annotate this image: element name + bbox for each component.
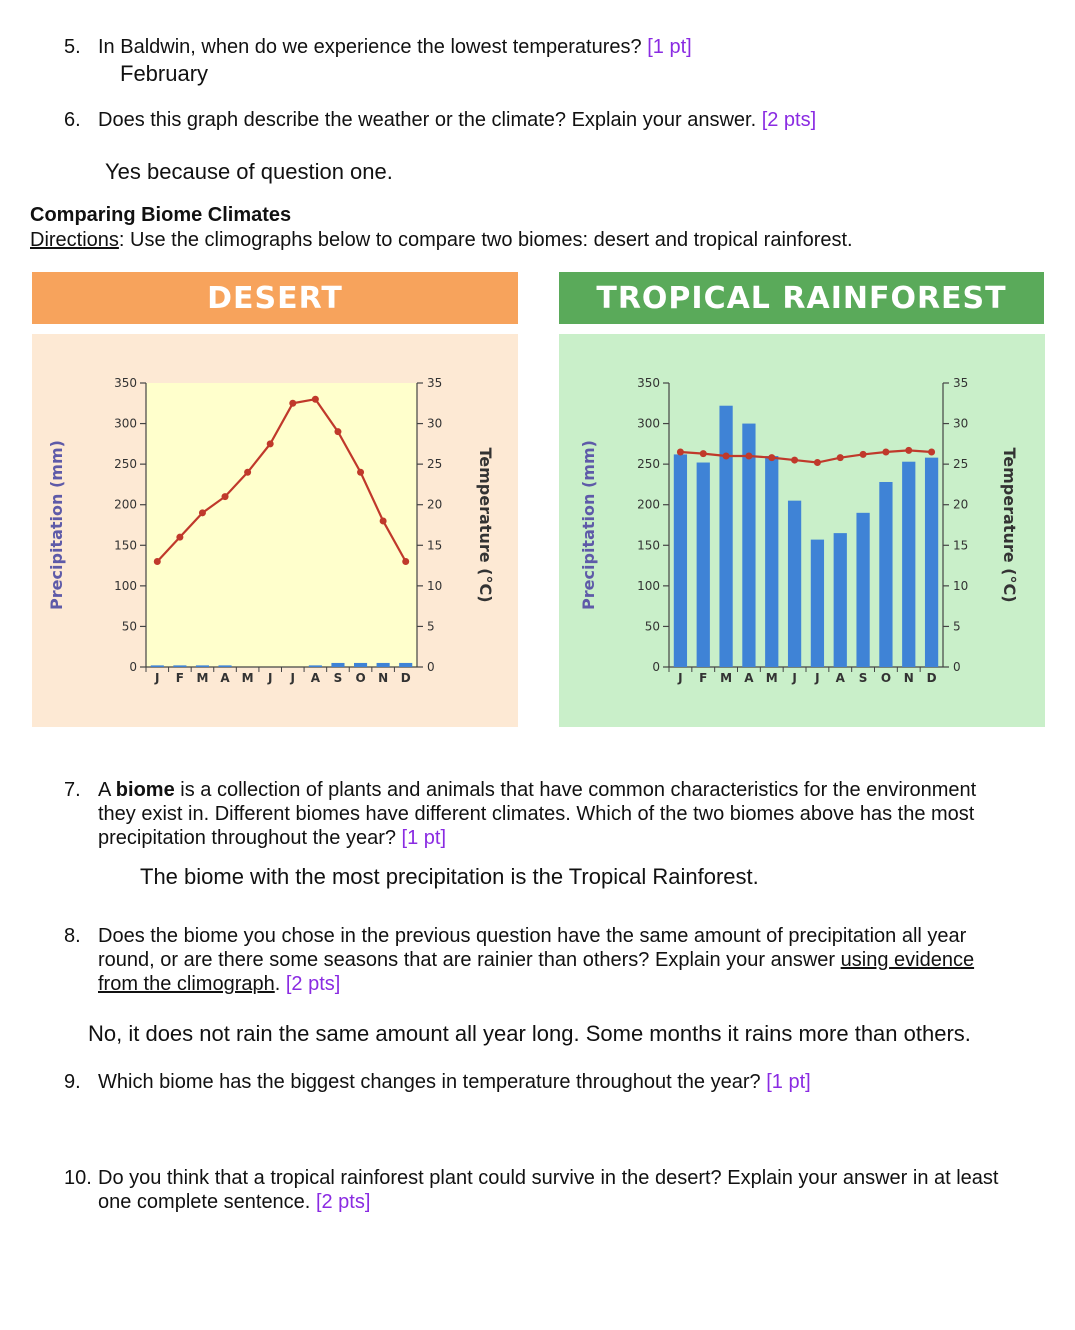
- y2-tick-label: 20: [427, 497, 443, 512]
- precip-bar: [765, 456, 778, 667]
- month-label: A: [310, 671, 321, 685]
- month-label: M: [720, 671, 733, 685]
- temperature-point: [677, 448, 684, 455]
- temperature-point: [380, 517, 387, 524]
- month-label: N: [378, 671, 389, 685]
- y-tick-label: 250: [114, 457, 137, 472]
- month-label: J: [678, 671, 683, 685]
- temperature-point: [402, 558, 409, 565]
- temperature-point: [176, 534, 183, 541]
- y-tick-label: 250: [637, 457, 660, 472]
- temperature-point: [905, 447, 912, 454]
- y2-tick-label: 0: [427, 660, 435, 674]
- month-label: J: [155, 671, 160, 685]
- y2-tick-label: 5: [427, 619, 435, 634]
- y-tick-label: 150: [114, 538, 137, 553]
- points-label: [1 pt]: [766, 1071, 811, 1093]
- precip-bar: [377, 663, 390, 667]
- precip-bar: [879, 482, 892, 667]
- y-tick-label: 350: [114, 376, 137, 390]
- question-number: 10.: [64, 1167, 92, 1189]
- month-label: A: [220, 671, 230, 685]
- y-tick-label: 50: [644, 619, 660, 634]
- month-label: S: [858, 671, 868, 685]
- desert-banner: DESERT: [32, 272, 518, 324]
- question-7: [64, 778, 1064, 850]
- precip-bar: [331, 663, 344, 667]
- y-tick-label: 150: [637, 538, 660, 553]
- directions: Directions: Use the climographs below to compare two biomes: desert and tropical rainforest.: [30, 229, 853, 251]
- answer-7: The biome with the most precipitation is the Tropical Rainforest.: [140, 864, 759, 889]
- precip-bar: [218, 665, 231, 667]
- precip-bar: [925, 458, 938, 667]
- y-tick-label: 100: [637, 578, 660, 593]
- month-label: N: [903, 671, 914, 685]
- month-label: J: [792, 671, 797, 685]
- y-tick-label: 300: [637, 416, 660, 431]
- month-label: M: [241, 671, 254, 685]
- question-number: 7.: [64, 779, 81, 801]
- y2-tick-label: 35: [953, 376, 969, 390]
- question-5: [64, 35, 1064, 59]
- precip-bar: [399, 663, 412, 667]
- temperature-point: [357, 469, 364, 476]
- month-label: O: [355, 671, 366, 685]
- temperature-point: [222, 493, 229, 500]
- question-text: Which biome has the biggest changes in temperature throughout the year? [1 pt]: [98, 1071, 811, 1093]
- y-tick-label: 50: [121, 619, 137, 634]
- y2-tick-label: 30: [953, 416, 969, 431]
- question-10: [64, 1166, 1064, 1214]
- temperature-point: [791, 457, 798, 464]
- temperature-point: [289, 400, 296, 407]
- y2-tick-label: 35: [427, 376, 443, 390]
- question-number: 6.: [64, 109, 81, 131]
- y-axis-title: Precipitation (mm): [47, 440, 66, 610]
- temperature-point: [860, 451, 867, 458]
- points-label: [2 pts]: [761, 109, 817, 131]
- panel-background: [559, 334, 1045, 727]
- month-label: F: [175, 671, 184, 685]
- y2-tick-label: 5: [953, 619, 961, 634]
- precip-bar: [173, 665, 186, 667]
- y2-tick-label: 10: [953, 578, 969, 593]
- precip-bar: [834, 533, 847, 667]
- y-tick-label: 0: [129, 660, 137, 674]
- temperature-point: [928, 448, 935, 455]
- temperature-point: [768, 454, 775, 461]
- temperature-point: [334, 428, 341, 435]
- desert-climograph: [32, 334, 518, 727]
- y-tick-label: 350: [637, 376, 660, 390]
- question-number: 9.: [64, 1071, 81, 1093]
- precip-bar: [674, 454, 687, 667]
- points-label: [2 pts]: [285, 973, 341, 995]
- points-label: [2 pts]: [315, 1191, 371, 1213]
- y-tick-label: 0: [652, 660, 660, 674]
- question-6: [64, 108, 1064, 132]
- question-text: Does the biome you chose in the previous question have the same amount of precipitation all year round, or are there some seasons that are rainier than others? Explain your answer using evidence from the climograph. [2 pts]: [98, 925, 975, 995]
- y2-tick-label: 0: [953, 660, 961, 674]
- temperature-point: [837, 454, 844, 461]
- month-label: F: [699, 671, 708, 685]
- y2-tick-label: 30: [427, 416, 443, 431]
- month-label: O: [880, 671, 892, 685]
- y2-tick-label: 15: [953, 538, 969, 553]
- month-label: A: [835, 671, 845, 685]
- month-label: J: [290, 671, 296, 685]
- answer-8: No, it does not rain the same amount all year long. Some months it rains more than others.: [88, 1021, 971, 1046]
- temperature-point: [882, 448, 889, 455]
- rainforest-climograph: [559, 334, 1045, 727]
- answer-5: February: [120, 61, 209, 86]
- y-tick-label: 300: [114, 416, 137, 431]
- y2-tick-label: 10: [427, 578, 443, 593]
- y-axis-title: Precipitation (mm): [579, 440, 598, 610]
- question-text: Does this graph describe the weather or the climate? Explain your answer. [2 pts]: [98, 109, 817, 131]
- y2-axis-title: Temperature (°C): [476, 447, 495, 603]
- precip-bar: [902, 462, 915, 667]
- temperature-point: [244, 469, 251, 476]
- month-label: S: [333, 671, 343, 685]
- temperature-point: [312, 396, 319, 403]
- month-label: J: [267, 671, 273, 685]
- precip-bar: [719, 406, 732, 667]
- question-text: A biome is a collection of plants and animals that have common characteristics for the environment they exist in. Different biomes have different climates. Which of the two biomes above has the most precipitation throughout the year? [1 pt]: [98, 779, 977, 849]
- temperature-point: [267, 440, 274, 447]
- y2-tick-label: 15: [427, 538, 443, 553]
- y2-tick-label: 25: [427, 457, 443, 472]
- y-tick-label: 200: [114, 497, 137, 512]
- question-9: [64, 1070, 1064, 1094]
- precip-bar: [811, 540, 824, 667]
- precip-bar: [151, 665, 164, 667]
- precip-bar: [196, 665, 209, 667]
- rainforest-banner: TROPICAL RAINFOREST: [559, 272, 1044, 324]
- month-label: D: [400, 671, 411, 685]
- y2-tick-label: 20: [953, 497, 969, 512]
- temperature-point: [154, 558, 161, 565]
- question-number: 5.: [64, 36, 81, 58]
- precip-bar: [788, 501, 801, 667]
- precip-bar: [354, 663, 367, 667]
- question-number: 8.: [64, 925, 81, 947]
- precip-bar: [697, 463, 710, 667]
- precip-bar: [856, 513, 869, 667]
- month-label: A: [744, 671, 754, 685]
- points-label: [1 pt]: [647, 36, 692, 58]
- section-title: Comparing Biome Climates: [30, 204, 292, 226]
- y-tick-label: 200: [637, 497, 660, 512]
- y-tick-label: 100: [114, 578, 137, 593]
- precip-bar: [742, 424, 755, 667]
- temperature-point: [700, 450, 707, 457]
- answer-6: Yes because of question one.: [105, 159, 393, 184]
- month-label: M: [765, 671, 778, 685]
- directions-label: Directions: [30, 229, 119, 251]
- temperature-point: [199, 509, 206, 516]
- y2-axis-title: Temperature (°C): [1000, 447, 1019, 603]
- question-text: Do you think that a tropical rainforest plant could survive in the desert? Explain your answer in at least one complete sentence. [2 pts]: [98, 1167, 999, 1213]
- temperature-point: [814, 459, 821, 466]
- month-label: D: [926, 671, 937, 685]
- precip-bar: [309, 665, 322, 667]
- points-label: [1 pt]: [401, 827, 447, 849]
- y2-tick-label: 25: [953, 457, 969, 472]
- month-label: J: [815, 671, 820, 685]
- temperature-point: [745, 453, 752, 460]
- temperature-point: [723, 453, 730, 460]
- question-8: [64, 924, 1064, 996]
- question-text: In Baldwin, when do we experience the lowest temperatures? [1 pt]: [98, 36, 692, 58]
- month-label: M: [196, 671, 209, 685]
